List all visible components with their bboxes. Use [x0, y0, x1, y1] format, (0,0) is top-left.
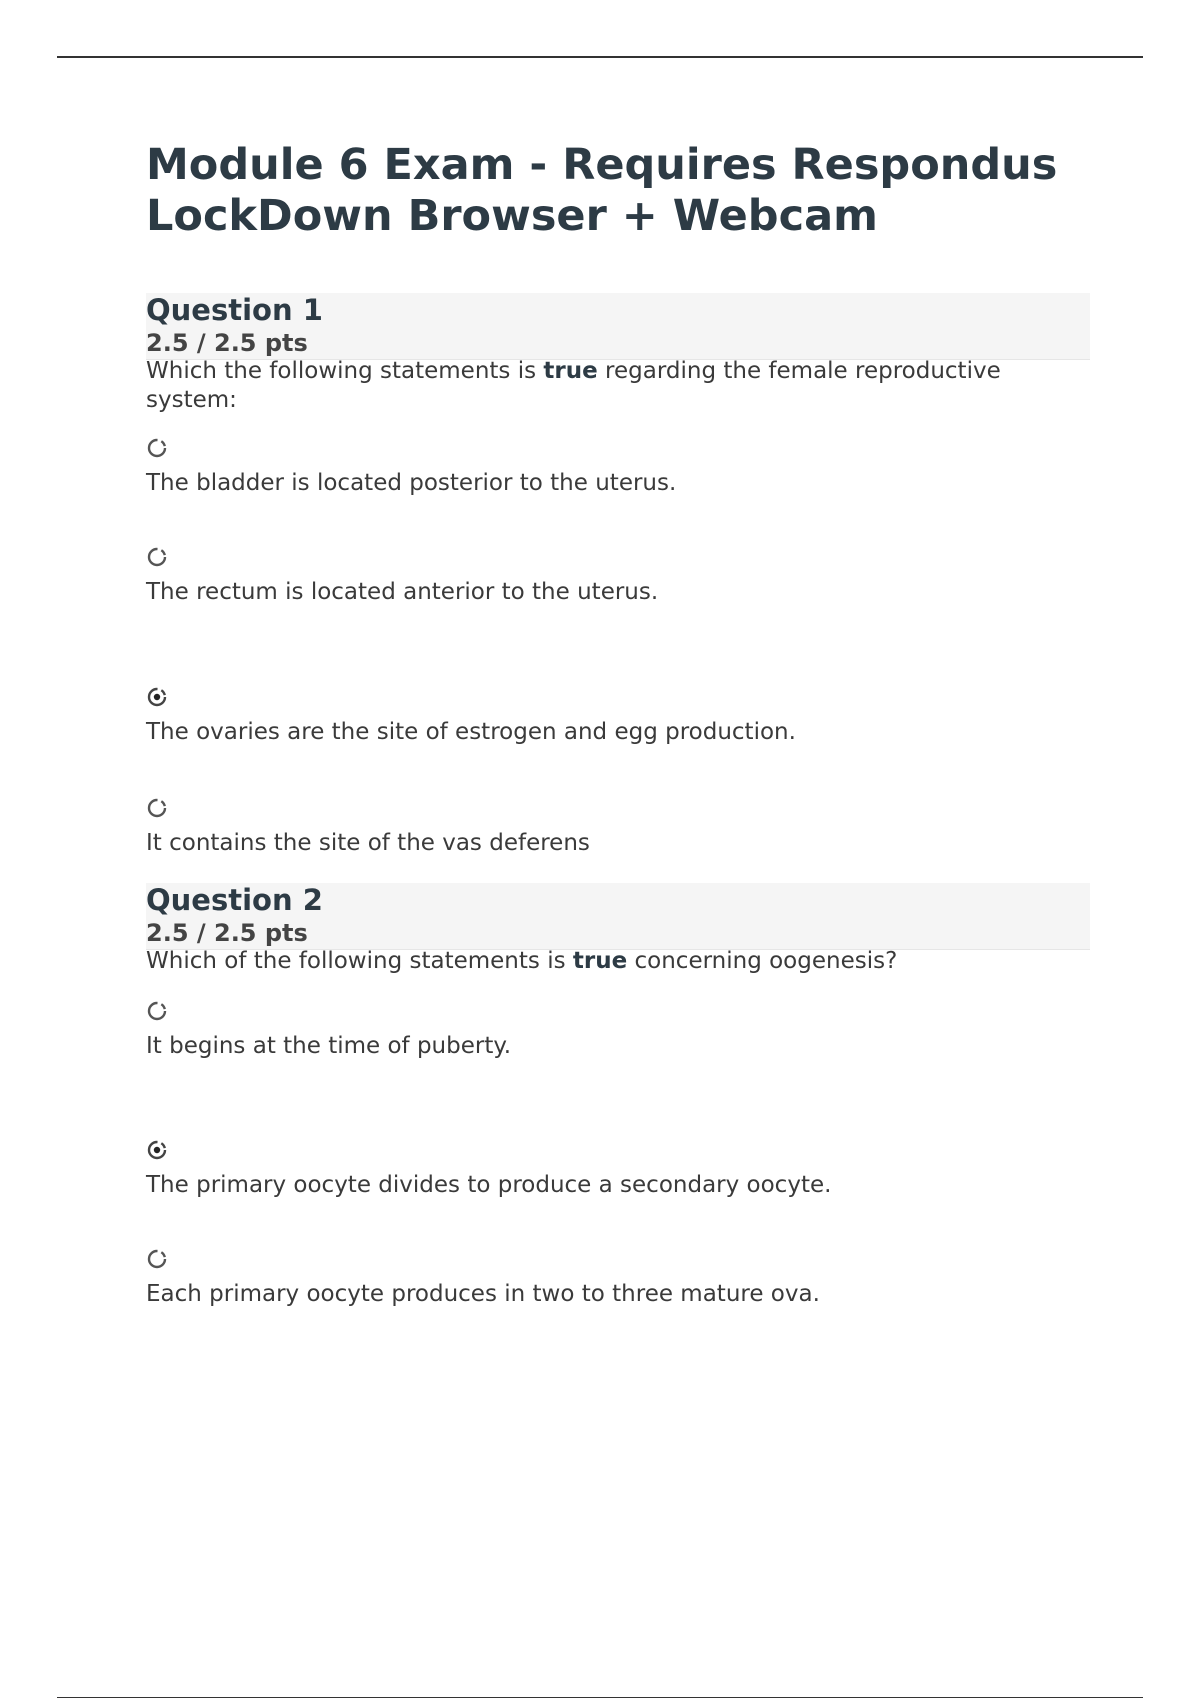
question-header	[146, 883, 1090, 950]
answer-option[interactable]	[146, 1139, 1090, 1199]
radio-selected-icon[interactable]	[146, 686, 168, 708]
radio-unselected-icon[interactable]	[146, 1248, 168, 1270]
question-1	[146, 293, 1090, 883]
answer-option[interactable]	[146, 437, 1090, 497]
answer-label: The rectum is located anterior to the uterus.	[146, 579, 659, 605]
question-title: Question 2	[146, 883, 323, 917]
answer-label: The bladder is located posterior to the uterus.	[146, 470, 677, 496]
answer-label: It contains the site of the vas deferens	[146, 830, 590, 856]
question-text: Which the following statements is true regarding the female reproductive system:	[146, 358, 1001, 413]
question-emphasis: true	[572, 948, 628, 974]
question-points: 2.5 / 2.5 pts	[146, 329, 308, 357]
question-2	[146, 883, 1090, 1323]
answer-option[interactable]	[146, 546, 1090, 606]
bottom-rule	[57, 1697, 1143, 1698]
question-text: Which of the following statements is true concerning oogenesis?	[146, 948, 898, 974]
question-title: Question 1	[146, 293, 323, 327]
answer-label: It begins at the time of puberty.	[146, 1033, 512, 1059]
answer-option[interactable]	[146, 1248, 1090, 1308]
exam-content	[146, 140, 1090, 1323]
radio-unselected-icon[interactable]	[146, 437, 168, 459]
question-emphasis: true	[543, 358, 598, 384]
answer-option[interactable]	[146, 686, 1090, 746]
answer-option[interactable]	[146, 797, 1090, 857]
answer-label: Each primary oocyte produces in two to three mature ova.	[146, 1281, 820, 1307]
question-header	[146, 293, 1090, 360]
answer-option[interactable]	[146, 1000, 1090, 1060]
answer-label: The ovaries are the site of estrogen and egg production.	[146, 719, 796, 745]
question-points: 2.5 / 2.5 pts	[146, 919, 308, 947]
page-title: Module 6 Exam - Requires Respondus LockDown Browser + Webcam	[146, 140, 1058, 241]
answer-label: The primary oocyte divides to produce a secondary oocyte.	[146, 1172, 832, 1198]
top-rule	[57, 56, 1143, 58]
radio-unselected-icon[interactable]	[146, 1000, 168, 1022]
radio-unselected-icon[interactable]	[146, 546, 168, 568]
radio-unselected-icon[interactable]	[146, 797, 168, 819]
radio-selected-icon[interactable]	[146, 1139, 168, 1161]
